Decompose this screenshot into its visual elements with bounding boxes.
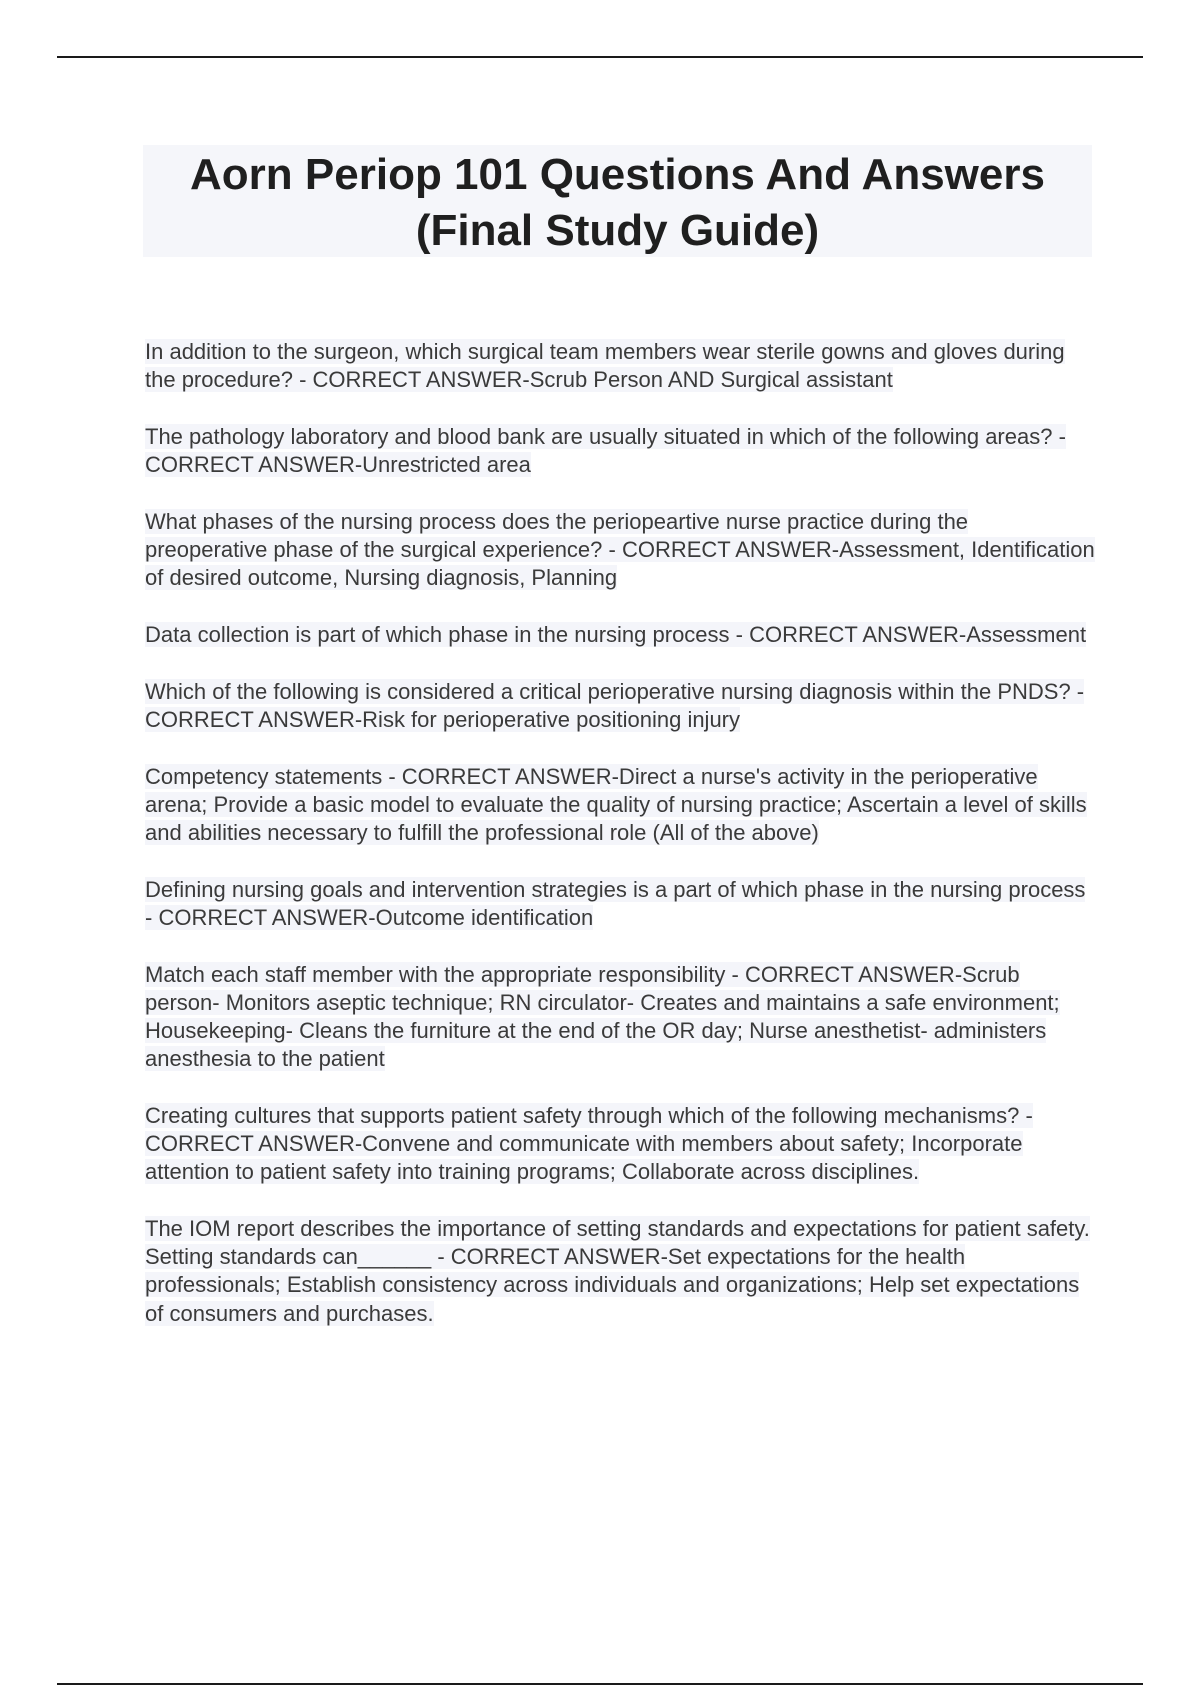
qa-text: Creating cultures that supports patient safety through which of the following mechanisms? - CORRECT ANSWER-Convene and communicate with members about safety; Incorporate attention to patient safety into training programs; Collaborate across disciplines. — [145, 1102, 1033, 1185]
qa-text: Match each staff member with the appropriate responsibility - CORRECT ANSWER-Scrub person- Monitors aseptic technique; RN circulator- Creates and maintains a safe environment; Housekeeping- Cleans the furniture at the end of the OR day; Nurse anesthetist- administers anesthesia to the patient — [145, 961, 1060, 1072]
qa-text: The pathology laboratory and blood bank are usually situated in which of the following areas? - CORRECT ANSWER-Unrestricted area — [145, 423, 1066, 478]
qa-text: The IOM report describes the importance of setting standards and expectations for patient safety. Setting standards can______ - CORRECT ANSWER-Set expectations for the health professionals; Establish consistency across individuals and organizations; Help set expectations of consumers and purchases. — [145, 1215, 1090, 1326]
qa-text: Defining nursing goals and intervention strategies is a part of which phase in the nursing process - CORRECT ANSWER-Outcome identification — [145, 876, 1086, 930]
qa-text: What phases of the nursing process does the periopeartive nurse practice during the preoperative phase of the surgical experience? - CORRECT ANSWER-Assessment, Identification of desired outcome, Nursing diagnosis, Planning — [145, 508, 1095, 591]
qa-entry — [145, 621, 1095, 649]
qa-text: Which of the following is considered a critical perioperative nursing diagnosis within the PNDS? - CORRECT ANSWER-Risk for perioperative positioning injury — [145, 678, 1085, 732]
qa-entry — [145, 338, 1095, 394]
qa-entry — [145, 678, 1095, 734]
qa-entry — [145, 961, 1095, 1074]
bottom-rule — [57, 1683, 1143, 1685]
document-title-line-2: (Final Study Guide) — [415, 206, 820, 255]
top-rule — [57, 56, 1143, 58]
qa-text: In addition to the surgeon, which surgical team members wear sterile gowns and gloves during the procedure? - CORRECT ANSWER-Scrub Person AND Surgical assistant — [145, 339, 1065, 393]
document-title-line-1: Aorn Periop 101 Questions And Answers — [190, 150, 1045, 199]
title-block — [143, 145, 1092, 257]
qa-text: Competency statements - CORRECT ANSWER-Direct a nurse's activity in the perioperative arena; Provide a basic model to evaluate the quality of nursing practice; Ascertain a level of skills and abilities necessary to fulfill the professional role (All of the above) — [145, 763, 1087, 845]
qa-text: Data collection is part of which phase in the nursing process - CORRECT ANSWER-Assessment — [145, 621, 1087, 647]
qa-entry — [145, 508, 1095, 593]
qa-entry — [145, 1102, 1095, 1187]
qa-entry — [145, 423, 1095, 479]
qa-entry — [145, 763, 1095, 848]
qa-entry — [145, 876, 1095, 932]
qa-entry — [145, 1215, 1095, 1328]
qa-list — [145, 338, 1095, 1356]
